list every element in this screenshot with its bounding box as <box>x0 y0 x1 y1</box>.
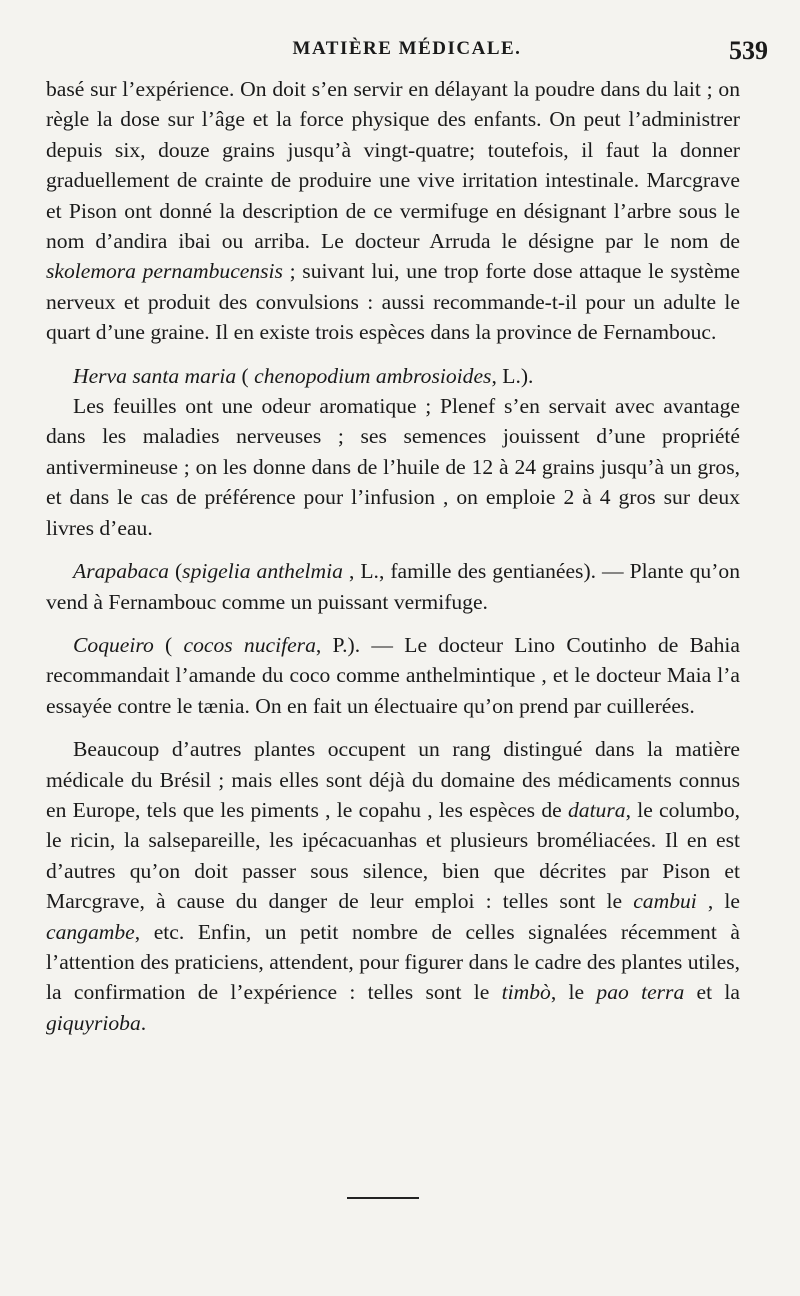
text-run: basé sur l’expérience. On doit s’en servir en délayant la poudre dans du lait ; on règle la dose sur l’âge et la force physique des enfants. On peut l’administrer depuis six, douze grains jusqu’à vingt-quatre; toutefois, il faut la donner graduellement de crainte de produire une vive irritation intestinale. Marcgrave et Pison ont donné la description de ce vermifuge en désignant l’arbre sous le nom d’andira ibai ou arriba. Le docteur Arruda le désigne par le nom de <box>46 77 740 254</box>
text-run: , L.). <box>491 363 534 388</box>
italic-run: cocos nucifera <box>183 632 316 657</box>
page-header <box>46 36 768 68</box>
italic-run: cambui <box>633 889 697 914</box>
page-number: 539 <box>729 36 768 65</box>
italic-run: pao terra <box>596 980 685 1005</box>
text-run: ( <box>236 363 255 388</box>
text-run: , etc. Enfin, un petit nombre de celles signalées récemment à l’attention des praticiens, attendent, pour figurer dans le cadre des plantes utiles, la confirmation de l’expérience : telles sont le <box>46 919 740 1005</box>
text-run: . <box>140 1010 147 1035</box>
text-run: , le <box>696 889 741 914</box>
italic-run: cangambe <box>46 919 135 944</box>
italic-run: timbò <box>501 980 551 1005</box>
italic-run: giquyrioba <box>46 1010 141 1035</box>
italic-run: datura <box>567 797 626 822</box>
text-run: , le columbo, le ricin, la salsepareille, les ipécacuanhas et plusieurs broméliacées. Il en est d’autres qu’on doit passer sous silence, bien que décrites par Pison et Marcgrave, à cause du danger de leur emploi : telles sont le <box>46 797 741 914</box>
paragraph-continuation <box>46 74 740 348</box>
end-rule <box>347 1197 419 1199</box>
italic-run: skolemora pernambucensis <box>46 259 283 284</box>
text-run: , L., famille des gentianées). — Plante qu’on vend à Fernambouc comme un puissant vermifuge. <box>46 559 741 614</box>
italic-run: Arapabaca <box>73 559 169 584</box>
italic-run: Herva santa maria <box>73 363 237 388</box>
entry-coqueiro <box>46 630 740 721</box>
italic-run: spigelia anthelmia <box>182 559 343 584</box>
text-run: ( <box>153 632 184 657</box>
body-text <box>46 74 740 1038</box>
italic-run: Coqueiro <box>73 632 154 657</box>
paragraph-herva-santa-maria <box>46 391 740 543</box>
text-run: Les feuilles ont une odeur aromatique ; Plenef s’en servait avec avantage dans les maladies nerveuses ; ses semences jouissent d’une propriété antivermineuse ; on les donne dans de l’huile de 12 à 24 grains jusqu’à un gros, et dans le cas de préférence pour l’infusion , on emploie 2 à 4 gros sur deux livres d’eau. <box>46 394 740 540</box>
running-title: MATIÈRE MÉDICALE. <box>292 38 522 59</box>
text-run: ( <box>168 559 183 584</box>
italic-run: chenopodium ambrosioides <box>254 363 492 388</box>
paragraph-other-plants <box>46 734 740 1038</box>
text-run: et la <box>684 980 741 1005</box>
text-run: , le <box>550 980 597 1005</box>
text-run: ; suivant lui, une trop forte dose attaque le système nerveux et produit des convulsions : aussi recommande-t-il pour un adulte le quart d’une graine. Il en existe trois espèces dans la province de Fernambouc. <box>46 259 740 345</box>
text-run: , P.). — Le docteur Lino Coutinho de Bahia recommandait l’amande du coco comme anthelmintique , et le docteur Maia l’a essayée contre le tænia. On en fait un électuaire qu’on prend par cuillerées. <box>46 632 740 718</box>
entry-arapabaca <box>46 556 740 617</box>
entry-heading-herva-santa-maria <box>46 361 740 391</box>
text-run: Beaucoup d’autres plantes occupent un rang distingué dans la matière médicale du Brésil ; mais elles sont déjà du domaine des médicaments connus en Europe, tels que les piments , le copahu , les espèces de <box>46 737 740 822</box>
